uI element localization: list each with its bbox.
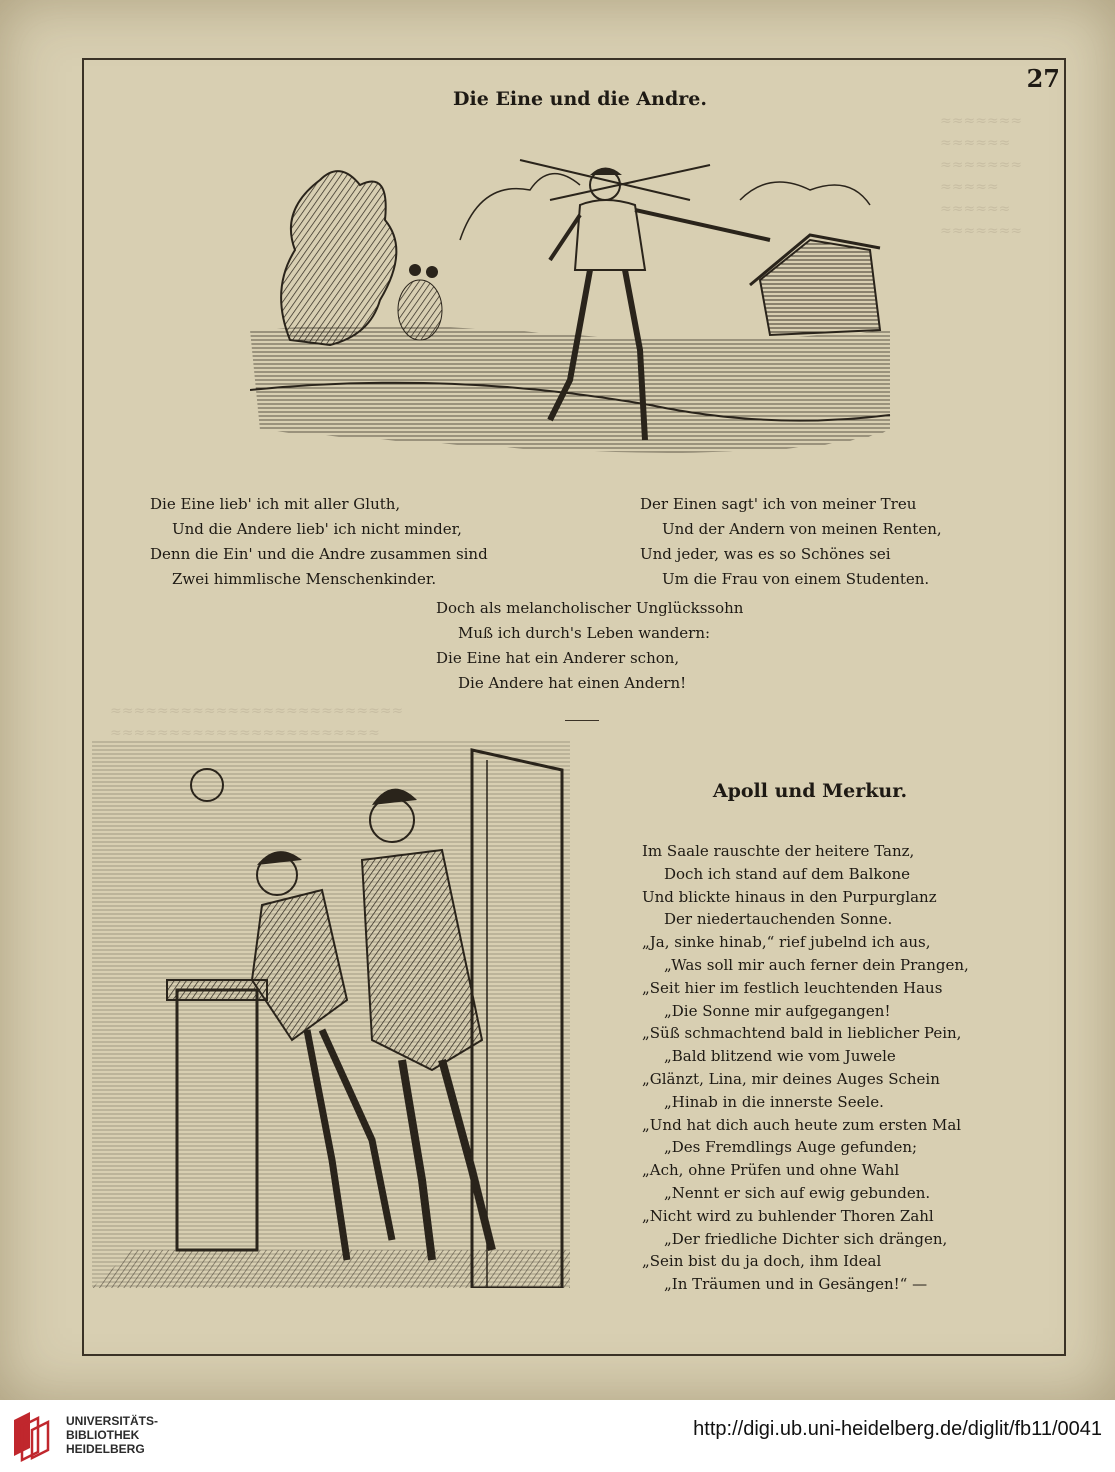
verse-line: Der Einen sagt' ich von meiner Treu: [640, 495, 917, 513]
verse-line: Muß ich durch's Leben wandern:: [458, 624, 711, 642]
poem-title-1: Die Eine und die Andre.: [453, 88, 707, 110]
verse-line: „Ja, sinke hinab,“ rief jubelnd ich aus,: [642, 933, 931, 952]
verse-line: Im Saale rauschte der heitere Tanz,: [642, 842, 915, 860]
poem-title-2: Apoll und Merkur.: [712, 780, 908, 802]
verse-line: „Nennt er sich auf ewig gebunden.: [664, 1183, 931, 1202]
verse-line: „In Träumen und in Gesängen!“ —: [664, 1275, 928, 1294]
verse-line: „Nicht wird zu buhlender Thoren Zahl: [642, 1206, 934, 1225]
verse-line: „Süß schmachtend bald in lieblicher Pein,: [642, 1024, 962, 1043]
verse-line: „Seit hier im festlich leuchtenden Haus: [642, 978, 943, 997]
library-name-line: HEIDELBERG: [66, 1442, 145, 1456]
illustration-student-landscape: [250, 130, 900, 470]
verse-line: „Der friedliche Dichter sich drängen,: [664, 1229, 948, 1248]
verse-line: Doch als melancholischer Unglückssohn: [436, 599, 744, 617]
verse-line: „Des Fremdlings Auge gefunden;: [664, 1138, 918, 1157]
stanza-right: [640, 492, 942, 592]
illustration-balcony-scene: [92, 740, 570, 1288]
library-name-line: UNIVERSITÄTS-: [66, 1414, 159, 1428]
permalink-url[interactable]: http://digi.ub.uni-heidelberg.de/diglit/fb11/0041: [693, 1418, 1102, 1440]
verse-line: „Was soll mir auch ferner dein Prangen,: [664, 955, 969, 974]
verse-line: „Bald blitzend wie vom Juwele: [664, 1047, 896, 1066]
verse-line: Denn die Ein' und die Andre zusammen sind: [150, 545, 488, 563]
verse-line: Und blickte hinaus in den Purpurglanz: [642, 887, 937, 906]
university-library-logo-icon: [8, 1406, 58, 1462]
stanza-center: [436, 596, 743, 696]
verse-line: „Und hat dich auch heute zum ersten Mal: [642, 1115, 962, 1134]
bleed-through-right: ≈≈≈≈≈≈≈ ≈≈≈≈≈≈ ≈≈≈≈≈≈≈ ≈≈≈≈≈ ≈≈≈≈≈≈ ≈≈≈≈≈≈≈: [940, 113, 1023, 239]
verse-line: Und jeder, was es so Schönes sei: [640, 545, 891, 563]
section-divider: [565, 720, 599, 721]
verse-line: „Glänzt, Lina, mir deines Auges Schein: [642, 1069, 940, 1088]
verse-line: „Hinab in die innerste Seele.: [664, 1092, 884, 1111]
verse-line: „Sein bist du ja doch, ihm Ideal: [642, 1252, 882, 1271]
stanza-left: [150, 492, 488, 592]
verse-line: Der niedertauchenden Sonne.: [664, 910, 893, 929]
library-name-line: BIBLIOTHEK: [66, 1428, 140, 1442]
verse-line: Und die Andere lieb' ich nicht minder,: [172, 520, 462, 538]
verse-line: „Die Sonne mir aufgegangen!: [664, 1001, 891, 1020]
verse-line: Und der Andern von meinen Renten,: [662, 520, 942, 538]
library-name: [66, 1414, 158, 1456]
verse-line: Doch ich stand auf dem Balkone: [664, 864, 911, 883]
verse-line: Um die Frau von einem Studenten.: [662, 570, 930, 588]
verse-line: Die Eine lieb' ich mit aller Gluth,: [150, 495, 401, 513]
verse-line: Die Andere hat einen Andern!: [458, 674, 687, 692]
bleed-through-left: ≈≈≈≈≈≈≈≈≈≈≈≈≈≈≈≈≈≈≈≈≈≈≈≈≈ ≈≈≈≈≈≈≈≈≈≈≈≈≈≈≈≈≈≈≈≈≈≈≈: [110, 703, 404, 741]
verse-line: Die Eine hat ein Anderer schon,: [436, 649, 680, 667]
verse-line: Zwei himmlische Menschenkinder.: [172, 570, 437, 588]
poem-apoll-und-merkur: [642, 840, 969, 1296]
verse-line: „Ach, ohne Prüfen und ohne Wahl: [642, 1161, 900, 1180]
page-number: 27: [1026, 64, 1060, 93]
